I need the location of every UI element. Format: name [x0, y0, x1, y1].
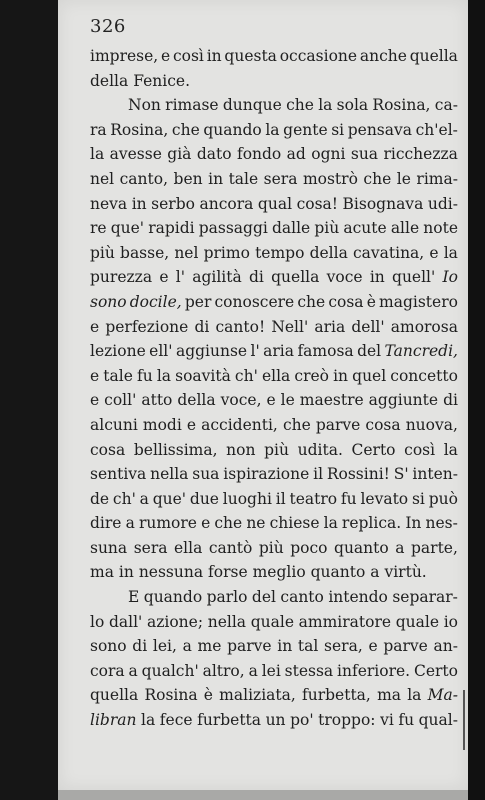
word: nella: [150, 465, 189, 484]
word: lei,: [152, 637, 177, 656]
word: e: [266, 391, 276, 410]
word: docile,: [129, 292, 182, 311]
word: l': [250, 342, 260, 361]
word: dire: [90, 514, 122, 533]
word: quanto: [334, 538, 389, 557]
right-dark-margin: [468, 0, 485, 800]
word: dell': [351, 317, 385, 336]
text-line: [90, 438, 458, 463]
word: dato: [196, 145, 232, 164]
word: bellissima,: [133, 440, 218, 459]
word: in: [369, 268, 385, 287]
word: concetto: [390, 366, 458, 385]
word: quella: [90, 686, 139, 705]
word: ammiratore: [298, 612, 392, 631]
word: inferiore.: [337, 661, 411, 680]
word: quell': [392, 268, 436, 287]
word: furbetta: [197, 711, 262, 730]
word: fece: [159, 711, 193, 730]
word: chiese: [269, 514, 320, 533]
word: tal: [297, 637, 319, 656]
word: imprese,: [90, 47, 159, 65]
word: della: [177, 391, 216, 410]
word: altro,: [202, 661, 245, 680]
word: Ma-: [427, 686, 458, 705]
word: lei: [261, 661, 281, 680]
word: forse: [208, 563, 248, 582]
word: parlo: [206, 588, 248, 607]
word: la: [141, 711, 156, 730]
word: le: [396, 169, 411, 188]
word: fu: [340, 489, 357, 508]
word: sua: [192, 465, 220, 484]
word: di: [248, 268, 264, 287]
word: che: [282, 415, 311, 434]
word: nel: [90, 169, 115, 188]
word: lezione: [90, 342, 146, 361]
text-line: [90, 683, 458, 708]
text-line: [90, 511, 458, 536]
word: ella: [261, 366, 291, 385]
word: sono: [90, 292, 127, 311]
word: più: [314, 219, 340, 238]
word: che: [363, 169, 392, 188]
word: amorosa: [390, 317, 458, 336]
word: poco: [290, 538, 328, 557]
word: nessuna: [138, 563, 204, 582]
word: magistero: [379, 292, 458, 311]
word: accidenti,: [201, 415, 278, 434]
word: dalle: [271, 219, 311, 238]
word: po': [290, 711, 314, 730]
word: Rosina: [144, 686, 198, 705]
word: sola: [336, 96, 369, 115]
text-line: [90, 216, 458, 241]
word: in: [277, 637, 293, 656]
word: aria: [263, 342, 295, 361]
text-line: [90, 118, 458, 143]
word: ca-: [434, 96, 458, 115]
word: sua: [350, 145, 379, 164]
text-line: [90, 364, 458, 389]
word: il: [313, 465, 324, 484]
word: a: [370, 563, 380, 582]
word: così: [404, 440, 436, 459]
word: purezza: [90, 268, 153, 287]
word: virtù.: [384, 563, 427, 582]
word: canto,: [119, 169, 169, 188]
text-line: [90, 339, 458, 364]
word: troppo:: [318, 711, 376, 730]
text-line: [90, 536, 458, 561]
word: la: [323, 514, 338, 533]
word: per: [184, 292, 212, 311]
word: soavità: [175, 366, 231, 385]
word: separar-: [392, 588, 458, 607]
word: Certo: [413, 661, 458, 680]
word: primo: [203, 243, 250, 262]
word: questa: [224, 47, 277, 65]
word: la: [443, 440, 458, 459]
word: canto: [280, 588, 324, 607]
word: famosa: [297, 342, 354, 361]
word: il: [275, 489, 286, 508]
text-line: [90, 93, 458, 118]
word: a: [182, 637, 192, 656]
word: de: [90, 489, 110, 508]
word: ch'el-: [415, 120, 458, 139]
word: Rossini!: [326, 465, 390, 484]
text-line: [90, 659, 458, 684]
word: replica.: [341, 514, 402, 533]
word: levato: [360, 489, 409, 508]
word: e: [429, 243, 439, 262]
text-line: [90, 388, 458, 413]
word: si: [331, 120, 345, 139]
word: sono: [90, 637, 127, 656]
word: atto: [141, 391, 173, 410]
text-line: [90, 290, 458, 315]
word: di: [132, 637, 148, 656]
word: cosa!: [296, 194, 338, 213]
word: cosa: [90, 440, 126, 459]
word: basse,: [120, 243, 170, 262]
word: canto!: [215, 317, 266, 336]
word: più: [264, 440, 289, 459]
word: avesse: [109, 145, 162, 164]
word: In: [405, 514, 422, 533]
word: rimase: [165, 96, 219, 115]
word: due: [189, 489, 219, 508]
word: dunque: [222, 96, 282, 115]
text-line: [90, 487, 458, 512]
page-edge-mark: [463, 690, 465, 750]
word: Io: [442, 268, 458, 287]
word: note: [423, 219, 458, 238]
text-line: [90, 315, 458, 340]
text-line: [90, 610, 458, 635]
word: me: [197, 637, 222, 656]
text-line: [90, 241, 458, 266]
word: libran: [90, 711, 137, 730]
word: è: [203, 686, 213, 705]
text-line: [90, 634, 458, 659]
word: rima-: [416, 169, 458, 188]
word: a: [125, 514, 135, 533]
text-line: [90, 585, 458, 610]
word: conoscere: [214, 292, 295, 311]
word: a: [139, 489, 149, 508]
word: della: [90, 71, 129, 90]
word: la: [156, 366, 172, 385]
word: quando: [143, 588, 203, 607]
word: in: [206, 47, 222, 65]
word: inten-: [412, 465, 458, 484]
text-line: [90, 44, 458, 69]
word: e: [90, 366, 100, 385]
word: ancora: [199, 194, 254, 213]
word: la: [407, 686, 422, 705]
word: a: [128, 661, 138, 680]
word: e: [186, 415, 197, 434]
word: cora: [90, 661, 125, 680]
word: maliziata,: [219, 686, 296, 705]
word: che: [171, 120, 200, 139]
word: in: [118, 563, 134, 582]
word: serbo: [151, 194, 195, 213]
word: qualch': [141, 661, 199, 680]
word: ispirazione: [223, 465, 310, 484]
word: alcuni: [90, 415, 138, 434]
word: Fenice.: [133, 71, 191, 90]
word: quella: [409, 47, 458, 65]
word: voce: [326, 268, 363, 287]
word: sera,: [324, 637, 363, 656]
word: dall': [108, 612, 143, 631]
word: neva: [90, 194, 128, 213]
word: e: [161, 47, 171, 65]
word: della: [309, 243, 348, 262]
word: aggiunse: [175, 342, 248, 361]
word: azione;: [146, 612, 204, 631]
word: stessa: [284, 661, 334, 680]
word: non: [226, 440, 256, 459]
word: voce,: [220, 391, 262, 410]
word: ra: [90, 120, 107, 139]
word: ell': [149, 342, 173, 361]
word: pensava: [347, 120, 413, 139]
word: coll': [104, 391, 137, 410]
word: ogni: [311, 145, 346, 164]
text-line: [90, 167, 458, 192]
word: vi: [380, 711, 394, 730]
word: occasione: [279, 47, 358, 65]
word: cavatina,: [352, 243, 425, 262]
word: di: [194, 317, 210, 336]
word: un: [265, 711, 286, 730]
word: nel: [174, 243, 199, 262]
word: nes-: [425, 514, 458, 533]
word: teatro: [289, 489, 338, 508]
text-line: [90, 560, 458, 585]
word: nuova,: [405, 415, 458, 434]
word: Non: [128, 96, 161, 115]
word: quale: [250, 612, 294, 631]
word: la: [265, 120, 280, 139]
word: parte,: [411, 538, 458, 557]
word: si: [411, 489, 425, 508]
word: Nell': [271, 317, 309, 336]
word: la: [90, 145, 105, 164]
left-dark-margin: [0, 0, 58, 800]
word: più: [90, 243, 115, 262]
word: tempo: [255, 243, 305, 262]
word: ch': [112, 489, 136, 508]
word: in: [131, 194, 147, 213]
word: parve: [315, 415, 361, 434]
word: fu: [398, 711, 415, 730]
word: ch': [234, 366, 258, 385]
text-line: [90, 265, 458, 290]
word: parve: [383, 637, 428, 656]
word: fondo: [236, 145, 282, 164]
word: furbetta,: [302, 686, 371, 705]
word: anche: [359, 47, 407, 65]
word: più: [258, 538, 284, 557]
word: quanto: [310, 563, 366, 582]
word: e: [368, 637, 378, 656]
word: così: [172, 47, 204, 65]
word: quella: [271, 268, 320, 287]
word: sera: [263, 169, 298, 188]
word: Bisognava: [342, 194, 424, 213]
word: creò: [294, 366, 329, 385]
text-line: [90, 192, 458, 217]
word: tale: [103, 366, 133, 385]
word: udita.: [297, 440, 343, 459]
word: e: [201, 514, 211, 533]
word: ben: [173, 169, 203, 188]
word: quel: [352, 366, 387, 385]
word: parve: [227, 637, 272, 656]
word: le: [280, 391, 295, 410]
word: fu: [136, 366, 153, 385]
word: la: [443, 243, 458, 262]
word: in: [333, 366, 349, 385]
word: sentiva: [90, 465, 147, 484]
word: lo: [90, 612, 105, 631]
word: e: [90, 391, 100, 410]
word: cosa: [365, 415, 401, 434]
text-line: [90, 413, 458, 438]
word: nella: [207, 612, 247, 631]
word: in: [208, 169, 224, 188]
word: perfezione: [105, 317, 189, 336]
word: ella: [173, 538, 203, 557]
word: rapidi: [148, 219, 195, 238]
text-line: [90, 708, 458, 733]
word: E: [128, 588, 140, 607]
word: già: [167, 145, 192, 164]
word: a: [395, 538, 405, 557]
word: cosa: [328, 292, 364, 311]
word: Rosina,: [110, 120, 169, 139]
word: qual: [257, 194, 293, 213]
word: a: [248, 661, 258, 680]
word: è: [366, 292, 376, 311]
word: del: [251, 588, 276, 607]
word: quale: [395, 612, 440, 631]
word: gente: [283, 120, 328, 139]
word: ad: [286, 145, 306, 164]
text-line: [90, 69, 458, 94]
word: l': [175, 268, 185, 287]
word: agilità: [192, 268, 242, 287]
word: maestre: [299, 391, 364, 410]
word: suna: [90, 538, 128, 557]
word: passaggi: [198, 219, 268, 238]
word: que': [152, 489, 187, 508]
word: del: [357, 342, 382, 361]
word: di: [443, 391, 458, 410]
word: luoghi: [222, 489, 272, 508]
word: ricchezza: [383, 145, 458, 164]
word: che: [214, 514, 243, 533]
word: meglio: [252, 563, 306, 582]
word: Certo: [351, 440, 396, 459]
word: qual-: [418, 711, 458, 730]
word: può: [428, 489, 458, 508]
word: aggiunte: [368, 391, 439, 410]
word: que': [110, 219, 145, 238]
word: rumore: [138, 514, 197, 533]
word: Rosina,: [372, 96, 431, 115]
text-line: [90, 462, 458, 487]
word: S': [393, 465, 409, 484]
body-text: [90, 44, 458, 733]
word: modi: [142, 415, 182, 434]
word: alle: [390, 219, 420, 238]
page-number: 326: [90, 16, 126, 37]
word: tale: [228, 169, 259, 188]
word: e: [159, 268, 169, 287]
word: acute: [343, 219, 387, 238]
word: che: [297, 292, 326, 311]
word: Tancredi,: [384, 342, 458, 361]
word: che: [286, 96, 314, 115]
word: la: [318, 96, 333, 115]
word: e: [90, 317, 100, 336]
word: ma: [377, 686, 402, 705]
text-line: [90, 142, 458, 167]
word: re: [90, 219, 107, 238]
word: cantò: [208, 538, 253, 557]
word: io: [443, 612, 458, 631]
word: an-: [433, 637, 458, 656]
bottom-page-edge: [58, 790, 468, 800]
word: quando: [203, 120, 262, 139]
word: mostrò: [302, 169, 358, 188]
word: ne: [246, 514, 266, 533]
word: aria: [314, 317, 346, 336]
word: udi-: [427, 194, 458, 213]
word: ma: [90, 563, 114, 582]
word: sera: [133, 538, 168, 557]
word: intendo: [328, 588, 388, 607]
